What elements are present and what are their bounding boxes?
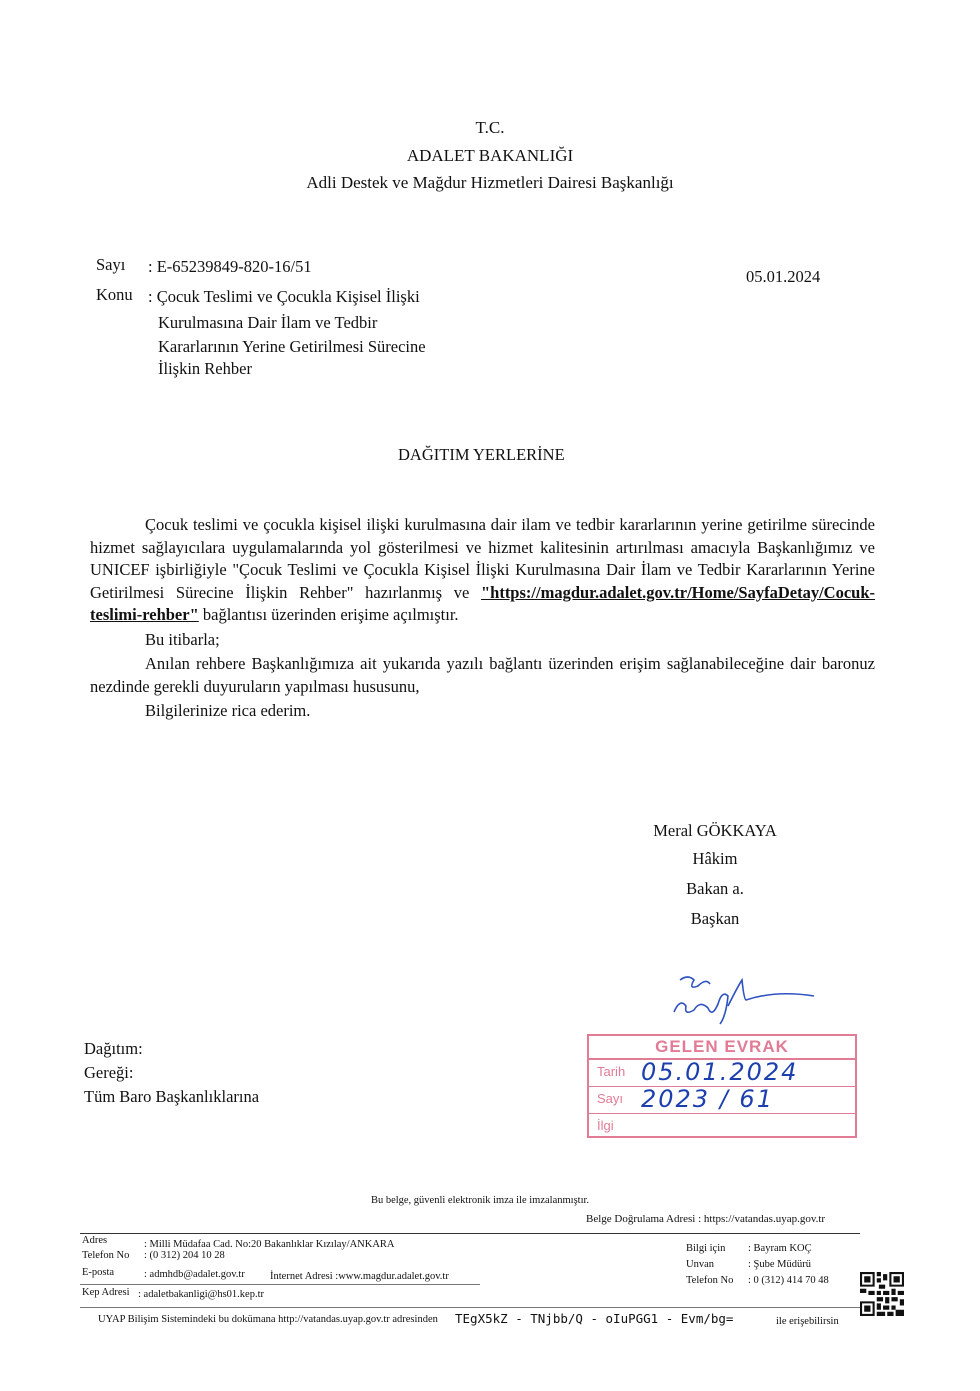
footer-unvan-label: Unvan <box>686 1259 714 1270</box>
signer-name: Meral GÖKKAYA <box>653 821 777 840</box>
footer-adres-label: Adres <box>82 1235 108 1246</box>
distribution-gereği: Gereği: <box>84 1063 134 1082</box>
signer-title-2: Bakan a. <box>686 879 744 898</box>
uyap-prefix: UYAP Bilişim Sistemindeki bu dokümana http://vatandas.uyap.gov.tr adresinden <box>98 1314 438 1325</box>
stamp-title: GELEN EVRAK <box>589 1036 855 1060</box>
footer-telefon-label: Telefon No <box>82 1250 130 1261</box>
stamp-sayi-value: 2023 / 61 <box>641 1085 774 1113</box>
letter-body <box>90 514 875 723</box>
stamp-tarih-value: 05.01.2024 <box>641 1058 799 1086</box>
paragraph-1 <box>90 514 875 627</box>
footer-bilgi-label: Bilgi için <box>686 1243 726 1254</box>
footer-kep-label: Kep Adresi <box>82 1287 130 1298</box>
qr-code-icon <box>860 1272 904 1316</box>
stamp-row-tarih <box>589 1060 855 1087</box>
footer-eposta-value: : admhdb@adalet.gov.tr <box>144 1269 245 1280</box>
uyap-suffix: ile erişebilirsin <box>776 1316 839 1327</box>
footer-sub-divider <box>80 1284 480 1285</box>
distribution-recipient: Tüm Baro Başkanlıklarına <box>84 1087 260 1106</box>
esign-note: Bu belge, güvenli elektronik imza ile imzalanmıştır. <box>370 1195 590 1206</box>
footer-bottom-divider <box>80 1307 860 1308</box>
addressee: DAĞITIM YERLERİNE <box>398 445 565 464</box>
footer-bilgi-value: : Bayram KOÇ <box>748 1243 812 1254</box>
stamp-row-ilgi <box>589 1114 855 1140</box>
sayi-value: : E-65239849-820-16/51 <box>148 257 312 276</box>
konu-line-1: : Çocuk Teslimi ve Çocukla Kişisel İlişki <box>148 287 420 306</box>
konu-line-4: İlişkin Rehber <box>158 359 252 378</box>
header-tc: T.C. <box>475 118 505 137</box>
guide-link[interactable]: "https://magdur.adalet.gov.tr/Home/SayfaDetay/Cocuk-teslimi-rehber" <box>90 582 875 624</box>
stamp-sayi-label: Sayı <box>597 1091 624 1106</box>
footer-eposta-label: E-posta <box>82 1267 115 1278</box>
document-date: 05.01.2024 <box>746 267 821 286</box>
paragraph-4: Bilgilerinize rica ederim. <box>145 701 311 720</box>
konu-label: Konu <box>96 285 133 304</box>
footer-internet: İnternet Adresi :www.magdur.adalet.gov.tr <box>270 1271 449 1282</box>
footer-unvan-value: : Şube Müdürü <box>748 1259 811 1270</box>
footer-divider <box>80 1233 860 1234</box>
footer-tel2-value: : 0 (312) 414 70 48 <box>748 1275 829 1286</box>
paragraph-2: Bu itibarla; <box>145 629 220 649</box>
stamp-tarih-label: Tarih <box>597 1064 626 1079</box>
stamp-row-sayi <box>589 1087 855 1114</box>
signer-title-1: Hâkim <box>692 849 738 868</box>
handwritten-initials <box>660 966 820 1036</box>
paragraph-1-text: Çocuk teslimi ve çocukla kişisel ilişki kurulmasına dair ilam ve tedbir kararlarının yerine getirilme sürecinde hizmet sağlayıcılara uygulamalarında yol gösterilmesi ve hizmet kalitesinin artırılması amacıyla Başkanlığımız ve UNICEF işbirliğiyle "Çocuk Teslimi ve Çocukla Kişisel İlişki Kurulmasına Dair İlam ve Tedbir Kararlarının Yerine Getirilmesi Sürecine İlişkin Rehber" hazırlanmış ve <box>90 515 875 602</box>
footer-tel2-label: Telefon No <box>686 1275 734 1286</box>
konu-line-2: Kurulmasına Dair İlam ve Tedbir <box>158 313 378 332</box>
stamp-ilgi-label: İlgi <box>597 1118 614 1133</box>
signer-title-3: Başkan <box>690 909 740 928</box>
konu-line-3: Kararlarının Yerine Getirilmesi Sürecine <box>158 337 426 356</box>
paragraph-1-tail: bağlantısı üzerinden erişime açılmıştır. <box>198 605 459 624</box>
header-ministry: ADALET BAKANLIĞI <box>406 146 574 165</box>
uyap-access-code: TEgX5kZ - TNjbb/Q - oIuPGG1 - Evm/bg= <box>455 1311 734 1326</box>
footer-kep-value: : adaletbakanligi@hs01.kep.tr <box>138 1289 265 1300</box>
paragraph-3: Anılan rehbere Başkanlığımıza ait yukarıda yazılı bağlantı üzerinden erişim sağlanabileceğine dair baronuz nezdinde gerekli duyuruların yapılması hususunu, <box>90 654 875 696</box>
signature-block <box>630 818 800 932</box>
footer-adres-value: : Milli Müdafaa Cad. No:20 Bakanlıklar Kızılay/ANKARA <box>144 1239 395 1250</box>
distribution-label: Dağıtım: <box>84 1039 143 1058</box>
header-department: Adli Destek ve Mağdur Hizmetleri Dairesi Başkanlığı <box>306 173 674 192</box>
sayi-label: Sayı <box>96 255 126 274</box>
verify-address: Belge Doğrulama Adresi : https://vatandas.uyap.gov.tr <box>586 1213 826 1225</box>
incoming-stamp <box>587 1034 857 1138</box>
footer-telefon-value: : (0 312) 204 10 28 <box>144 1250 225 1261</box>
